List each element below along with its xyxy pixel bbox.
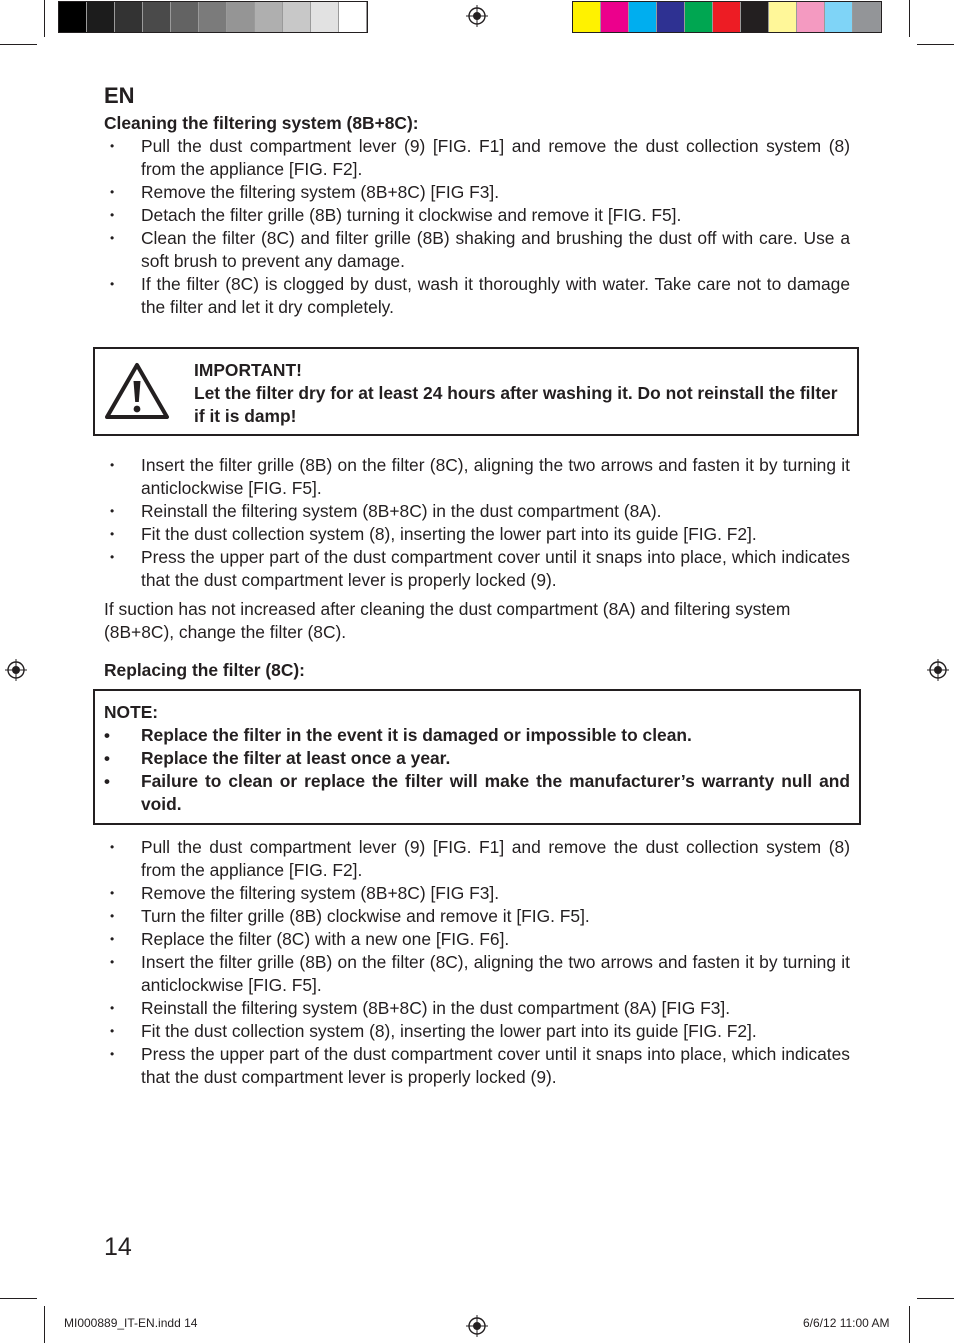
list-item: • Replace the filter in the event it is damaged or impossible to clean. xyxy=(104,724,850,747)
instruction-list xyxy=(104,135,850,319)
color-swatch xyxy=(629,2,657,32)
language-label: EN xyxy=(104,83,135,108)
section-cleaning xyxy=(104,112,850,319)
registration-mark-icon xyxy=(466,5,488,27)
list-item: • Replace the filter at least once a year. xyxy=(104,747,850,770)
body-paragraph: If suction has not increased after cleaning the dust compartment (8A) and filtering system (8B+8C), change the filter (8C). xyxy=(104,599,791,642)
list-item: • Insert the filter grille (8B) on the filter (8C), aligning the two arrows and fasten it by turning it anticlockwise [FIG. F5]. xyxy=(104,951,850,997)
warning-triangle-icon xyxy=(103,361,171,421)
color-swatch xyxy=(115,2,143,32)
color-swatch xyxy=(255,2,283,32)
list-item: • Turn the filter grille (8B) clockwise and remove it [FIG. F5]. xyxy=(104,905,850,928)
list-item: • Reinstall the filtering system (8B+8C) in the dust compartment (8A). xyxy=(104,500,850,523)
note-box xyxy=(93,689,861,825)
list-item: • If the filter (8C) is clogged by dust, wash it thoroughly with water. Take care not to damage the filter and let it dry completely. xyxy=(104,273,850,319)
list-item: • Press the upper part of the dust compartment cover until it snaps into place, which indicates that the dust compartment lever is properly locked (9). xyxy=(104,546,850,592)
section-reassembly xyxy=(104,454,850,644)
footer-timestamp: 6/6/12 11:00 AM xyxy=(803,1316,890,1330)
color-swatch xyxy=(339,2,367,32)
list-item: • Insert the filter grille (8B) on the filter (8C), aligning the two arrows and fasten it by turning it anticlockwise [FIG. F5]. xyxy=(104,454,850,500)
page-number: 14 xyxy=(104,1233,132,1261)
color-swatch xyxy=(143,2,171,32)
section-heading: Replacing the filter (8C): xyxy=(104,660,305,680)
list-item: • Remove the filtering system (8B+8C) [FIG F3]. xyxy=(104,882,850,905)
color-swatch xyxy=(685,2,713,32)
section-replacing-steps xyxy=(104,836,850,1089)
important-notice-box xyxy=(93,347,859,436)
instruction-list xyxy=(104,836,850,1089)
color-swatch xyxy=(283,2,311,32)
color-swatch xyxy=(713,2,741,32)
registration-mark-icon xyxy=(5,659,27,681)
crop-mark xyxy=(44,1306,45,1343)
grayscale-color-bar xyxy=(58,1,368,33)
crop-mark xyxy=(909,1306,910,1343)
list-item: • Reinstall the filtering system (8B+8C) in the dust compartment (8A) [FIG F3]. xyxy=(104,997,850,1020)
list-item: • Pull the dust compartment lever (9) [FIG. F1] and remove the dust collection system (8) from the appliance [FIG. F2]. xyxy=(104,135,850,181)
color-swatch xyxy=(601,2,629,32)
crop-mark xyxy=(0,44,37,45)
note-title: NOTE: xyxy=(104,702,159,722)
color-swatch xyxy=(741,2,769,32)
color-swatch xyxy=(59,2,87,32)
list-item: • Pull the dust compartment lever (9) [FIG. F1] and remove the dust collection system (8) from the appliance [FIG. F2]. xyxy=(104,836,850,882)
list-item: • Clean the filter (8C) and filter grille (8B) shaking and brushing the dust off with care. Use a soft brush to prevent any damage. xyxy=(104,227,850,273)
color-swatch xyxy=(311,2,339,32)
list-item: • Press the upper part of the dust compartment cover until it snaps into place, which indicates that the dust compartment lever is properly locked (9). xyxy=(104,1043,850,1089)
color-swatch xyxy=(769,2,797,32)
footer-file-info: MI000889_IT-EN.indd 14 xyxy=(64,1316,198,1330)
color-swatch xyxy=(853,2,881,32)
list-item: • Replace the filter (8C) with a new one [FIG. F6]. xyxy=(104,928,850,951)
color-swatch xyxy=(87,2,115,32)
color-swatch xyxy=(199,2,227,32)
color-swatch xyxy=(797,2,825,32)
important-title: IMPORTANT! xyxy=(194,360,302,380)
crop-mark xyxy=(917,1298,954,1299)
crop-mark xyxy=(44,0,45,37)
list-item: • Detach the filter grille (8B) turning it clockwise and remove it [FIG. F5]. xyxy=(104,204,850,227)
process-color-bar xyxy=(572,1,882,33)
list-item: • Fit the dust collection system (8), inserting the lower part into its guide [FIG. F2]. xyxy=(104,1020,850,1043)
important-text: Let the filter dry for at least 24 hours after washing it. Do not reinstall the filter if it is damp! xyxy=(194,383,838,426)
crop-mark xyxy=(917,44,954,45)
color-swatch xyxy=(573,2,601,32)
crop-mark xyxy=(0,1298,37,1299)
section-heading: Cleaning the filtering system (8B+8C): xyxy=(104,113,419,133)
instruction-list xyxy=(104,454,850,592)
registration-mark-icon xyxy=(927,659,949,681)
note-list xyxy=(104,724,850,816)
list-item: • Fit the dust collection system (8), inserting the lower part into its guide [FIG. F2]. xyxy=(104,523,850,546)
list-item: • Remove the filtering system (8B+8C) [FIG F3]. xyxy=(104,181,850,204)
color-swatch xyxy=(825,2,853,32)
color-swatch xyxy=(657,2,685,32)
section-replacing xyxy=(104,659,850,682)
registration-mark-icon xyxy=(466,1315,488,1337)
list-item: • Failure to clean or replace the filter will make the manufacturer’s warranty null and void. xyxy=(104,770,850,816)
crop-mark xyxy=(909,0,910,37)
color-swatch xyxy=(171,2,199,32)
color-swatch xyxy=(227,2,255,32)
